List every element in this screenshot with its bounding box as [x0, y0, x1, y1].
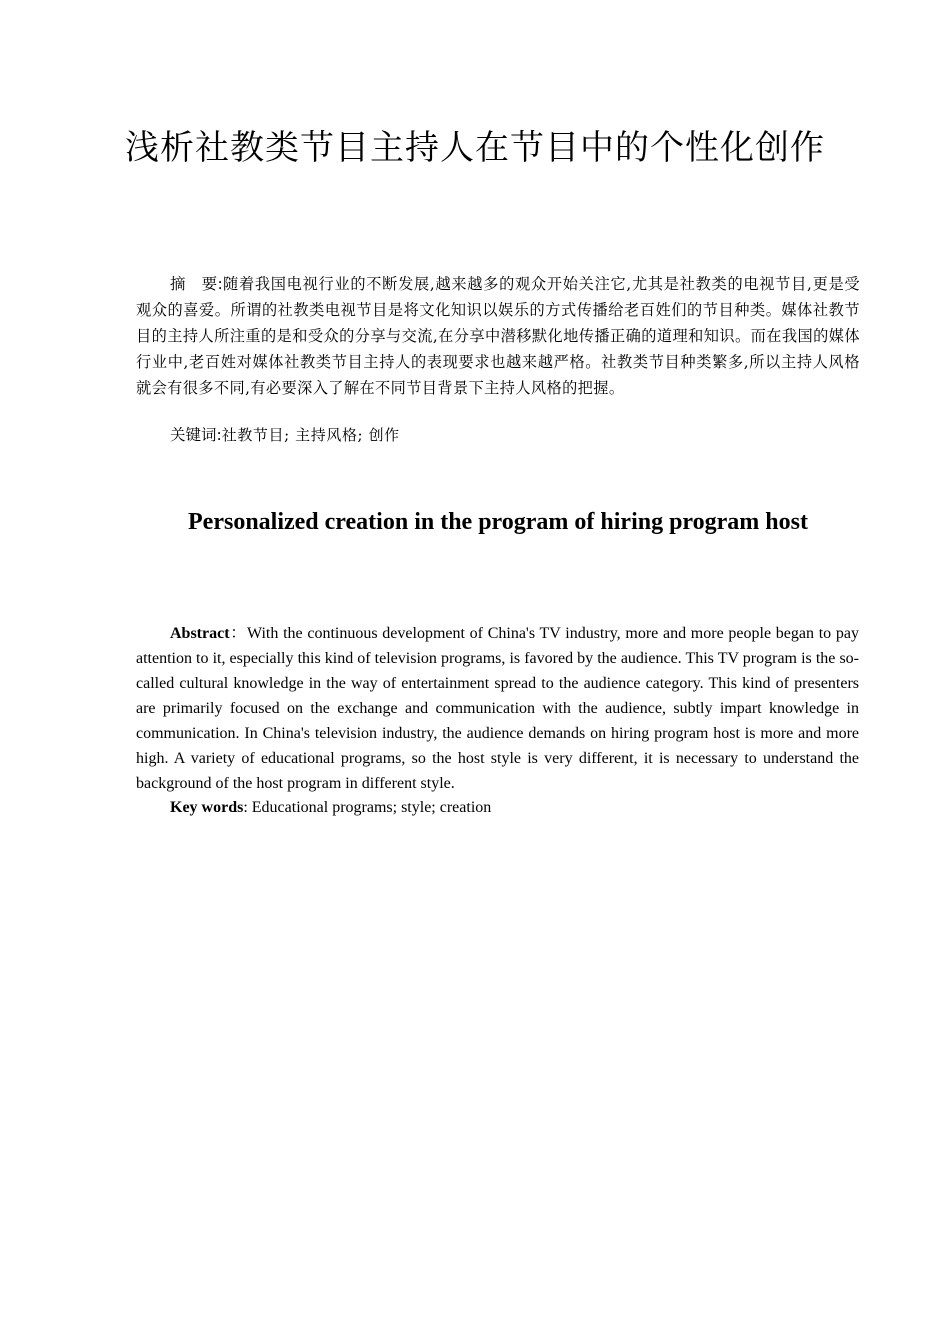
english-abstract: [136, 621, 859, 796]
english-abstract-text: With the continuous development of China's TV industry, more and more people began to pay attention to it, especially this kind of television programs, is favored by the audience. This TV program is the so-called cultural knowledge in the way of entertainment spread to the audience category. This kind of presenters are primarily focused on the exchange and communication with the audience, subtly impart knowledge in communication. In China's television industry, the audience demands on hiring program host is more and more high. A variety of educational programs, so the host style is very different, it is necessary to understand the background of the host program in different style.: [136, 625, 859, 792]
english-keywords: [170, 795, 491, 820]
chinese-title: 浅析社教类节目主持人在节目中的个性化创作: [125, 128, 825, 168]
english-keywords-text: Educational programs; style; creation: [251, 799, 492, 816]
chinese-abstract-label: 摘 要:: [170, 275, 223, 293]
english-keywords-label: Key words: [170, 799, 244, 816]
english-title: Personalized creation in the program of hiring program host: [188, 509, 808, 535]
chinese-abstract-text: 随着我国电视行业的不断发展,越来越多的观众开始关注它,尤其是社教类的电视节目,更是受观众的喜爱。所谓的社教类电视节目是将文化知识以娱乐的方式传播给老百姓们的节目种类。媒体社教节目的主持人所注重的是和受众的分享与交流,在分享中潜移默化地传播正确的道理和知识。而在我国的媒体行业中,老百姓对媒体社教类节目主持人的表现要求也越来越严格。社教类节目种类繁多,所以主持人风格就会有很多不同,有必要深入了解在不同节目背景下主持人风格的把握。: [136, 275, 860, 397]
chinese-keywords: [170, 422, 400, 448]
chinese-keywords-text: 社教节目; 主持风格; 创作: [221, 426, 400, 444]
english-abstract-separator: ：: [229, 625, 247, 642]
english-abstract-label: Abstract: [170, 625, 230, 642]
chinese-keywords-label: 关键词:: [170, 426, 222, 444]
chinese-abstract: [136, 271, 860, 401]
english-keywords-separator: :: [243, 799, 252, 816]
